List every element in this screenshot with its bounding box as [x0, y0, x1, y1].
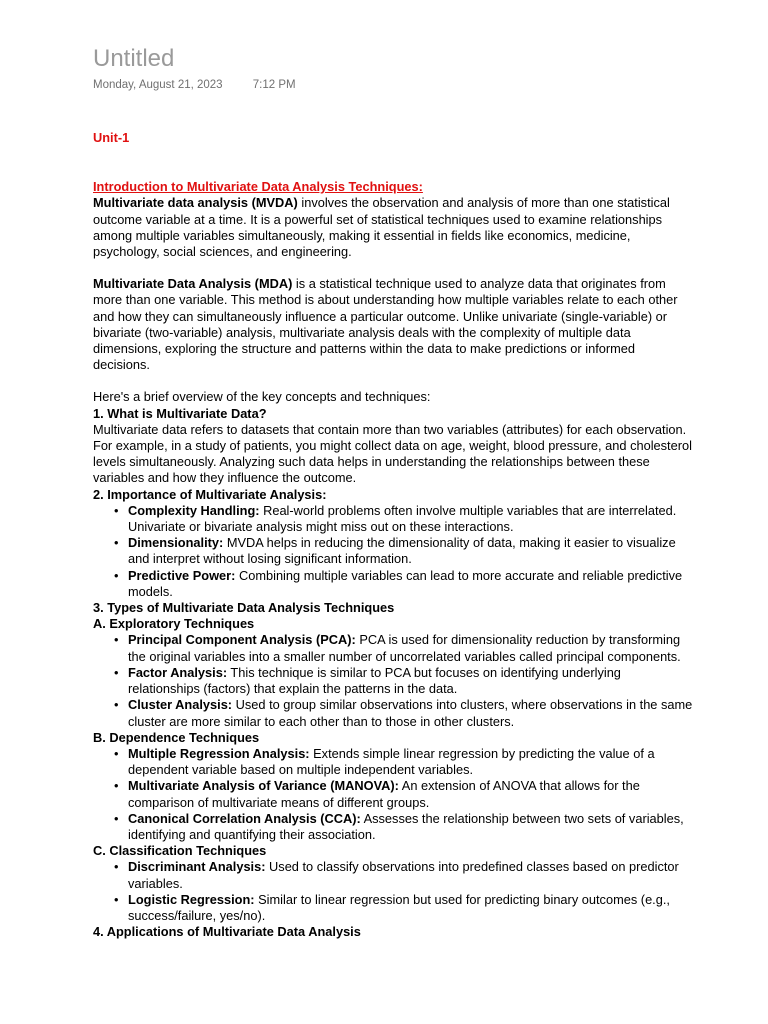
heading-s2: 2. Importance of Multivariate Analysis: [93, 486, 327, 502]
term: Multivariate Data Analysis (MDA) [93, 276, 293, 292]
heading-s3: 3. Types of Multivariate Data Analysis Techniques [93, 600, 395, 616]
heading-s3a: A. Exploratory Techniques [93, 616, 255, 632]
list-s2 [93, 503, 693, 600]
unit-label: Unit-1 [93, 130, 130, 145]
heading-s1: 1. What is Multivariate Data? [93, 405, 267, 421]
list-item: • Dimensionality: MVDA helps in reducing the dimensionality of data, making it easier to visualize and interpret without losing significant information. [128, 535, 693, 567]
list-item: • Logistic Regression: Similar to linear regression but used for predicting binary outcomes (e.g., success/failure, yes/no). [128, 892, 693, 924]
heading-s3c: C. Classification Techniques [93, 843, 267, 859]
text: is a statistical technique used to analyze data that originates from more than one variable. This method is about understanding how multiple variables relate to each other and how they can simultaneously influence a particular outcome. Unlike univariate (single-variable) or bivariate (two-variable) analysis, multivariate analysis deals with the complexity of multiple data dimensions, exploring the structure and patterns within the data to make predictions or informed decisions. [93, 276, 678, 373]
text-s1: Multivariate data refers to datasets that contain more than two variables (attributes) for each observation. For example, in a study of patients, you might collect data on age, weight, blood pressure, and cholesterol levels simultaneously. Analyzing such data helps in understanding the relationships between these variables and how they influence the outcome. [93, 421, 692, 486]
list-item: • Multiple Regression Analysis: Extends simple linear regression by predicting the value of a dependent variable based on multiple independent variables. [128, 746, 693, 778]
page-time: 7:12 PM [252, 79, 296, 91]
paragraph-mda [93, 276, 693, 373]
list-s3c [93, 859, 693, 924]
list-item: • Discriminant Analysis: Used to classify observations into predefined classes based on predictor variables. [128, 859, 693, 891]
list-s3b [93, 746, 693, 843]
paragraph-mvda [93, 195, 693, 260]
section-heading: Introduction to Multivariate Data Analysis Techniques: [93, 179, 423, 195]
page-date: Monday, August 21, 2023 [93, 79, 223, 91]
list-item: • Predictive Power: Combining multiple variables can lead to more accurate and reliable predictive models. [128, 568, 693, 600]
list-item: • Cluster Analysis: Used to group similar observations into clusters, where observations in the same cluster are more similar to each other than to those in other clusters. [128, 697, 693, 729]
heading-s3b: B. Dependence Techniques [93, 729, 260, 745]
list-item: • Complexity Handling: Real-world problems often involve multiple variables that are interrelated. Univariate or bivariate analysis might miss out on these interactions. [128, 503, 693, 535]
overview-line: Here's a brief overview of the key concepts and techniques: [93, 389, 431, 405]
page-title[interactable]: Untitled [93, 45, 175, 72]
text: involves the observation and analysis of more than one statistical outcome variable at a time. It is a powerful set of statistical techniques used to examine relationships among multiple variables simultaneously, making it essential in fields like economics, medicine, psychology, social sciences, and engineering. [93, 195, 670, 260]
note-body[interactable] [93, 130, 693, 940]
heading-s4: 4. Applications of Multivariate Data Analysis [93, 924, 361, 940]
list-item: • Principal Component Analysis (PCA): PCA is used for dimensionality reduction by transforming the original variables into a smaller number of uncorrelated variables called principal components. [128, 632, 693, 664]
list-item: • Canonical Correlation Analysis (CCA): Assesses the relationship between two sets of variables, identifying and quantifying their association. [128, 811, 693, 843]
list-item: • Factor Analysis: This technique is similar to PCA but focuses on identifying underlying relationships (factors) that explain the patterns in the data. [128, 665, 693, 697]
page-meta [93, 77, 296, 93]
term: Multivariate data analysis (MVDA) [93, 195, 298, 211]
list-s3a [93, 632, 693, 729]
list-item: • Multivariate Analysis of Variance (MANOVA): An extension of ANOVA that allows for the comparison of multivariate means of different groups. [128, 778, 693, 810]
